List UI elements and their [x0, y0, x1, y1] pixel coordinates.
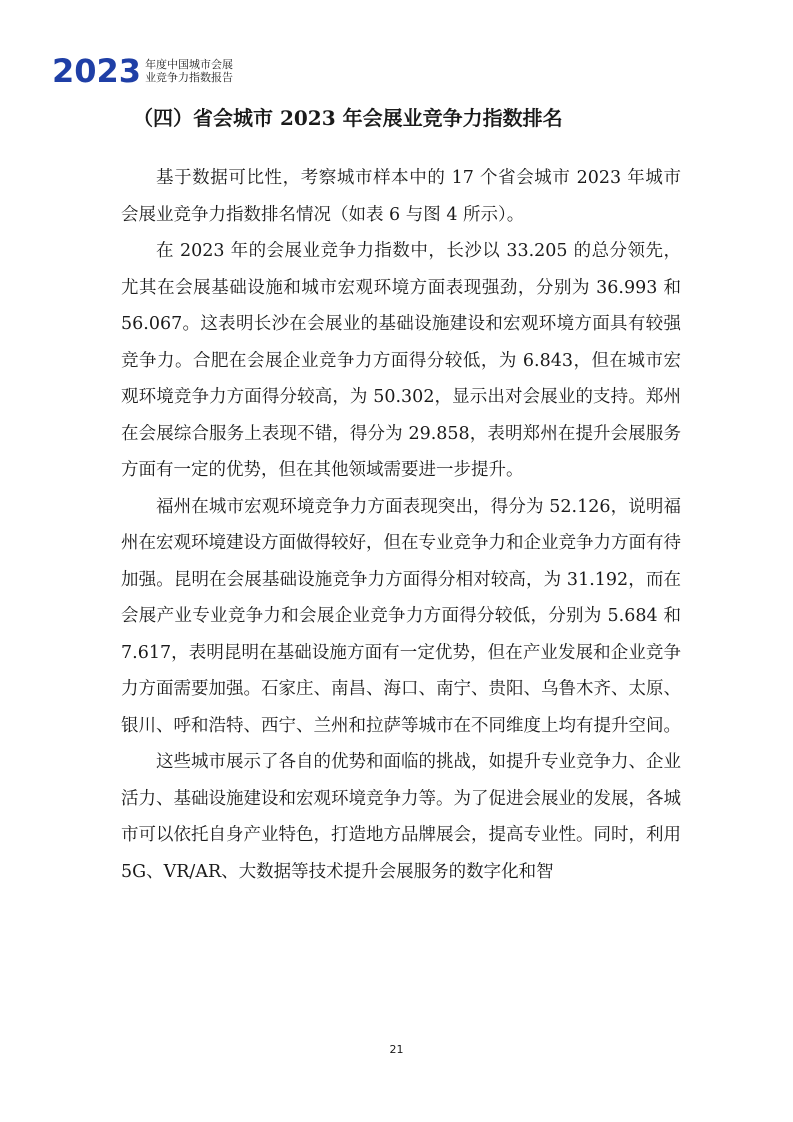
- body-text: [121, 160, 681, 890]
- logo-title-line2: 业竞争力指数报告: [145, 71, 234, 84]
- logo-title-line1: 年度中国城市会展: [145, 58, 234, 71]
- paragraph-2: 在 2023 年的会展业竞争力指数中，长沙以 33.205 的总分领先，尤其在会展基础设施和城市宏观环境方面表现强劲，分别为 36.993 和 56.067。这表明长沙在会展业的基础设施建设和宏观环境方面具有较强竞争力。合肥在会展企业竞争力方面得分较低，为 6.843，但在城市宏观环境竞争力方面得分较高，为 50.302，显示出对会展业的支持。郑州在会展综合服务上表现不错，得分为 29.858，表明郑州在提升会展服务方面有一定的优势，但在其他领域需要进一步提升。: [121, 241, 681, 480]
- page-number: 21: [389, 1043, 404, 1056]
- report-logo: [52, 54, 233, 88]
- logo-title: [145, 58, 233, 84]
- paragraph-3: 福州在城市宏观环境竞争力方面表现突出，得分为 52.126，说明福州在宏观环境建设方面做得较好，但在专业竞争力和企业竞争力方面有待加强。昆明在会展基础设施竞争力方面得分相对较高，为 31.192，而在会展产业专业竞争力和会展企业竞争力方面得分较低，分别为 5.684 和 7.617，表明昆明在基础设施方面有一定优势，但在产业发展和企业竞争力方面需要加强。石家庄、南昌、海口、南宁、贵阳、乌鲁木齐、太原、银川、呼和浩特、西宁、兰州和拉萨等城市在不同维度上均有提升空间。: [121, 496, 681, 736]
- logo-year: 2023: [52, 52, 142, 90]
- paragraph-4: 这些城市展示了各自的优势和面临的挑战，如提升专业竞争力、企业活力、基础设施建设和宏观环境竞争力等。为了促进会展业的发展，各城市可以依托自身产业特色，打造地方品牌展会，提高专业性。同时，利用 5G、VR/AR、大数据等技术提升会展服务的数字化和智: [121, 752, 681, 882]
- section-title: （四）省会城市 2023 年会展业竞争力指数排名: [133, 106, 563, 130]
- paragraph-1: 基于数据可比性，考察城市样本中的 17 个省会城市 2023 年城市会展业竞争力指数排名情况（如表 6 与图 4 所示）。: [121, 168, 681, 225]
